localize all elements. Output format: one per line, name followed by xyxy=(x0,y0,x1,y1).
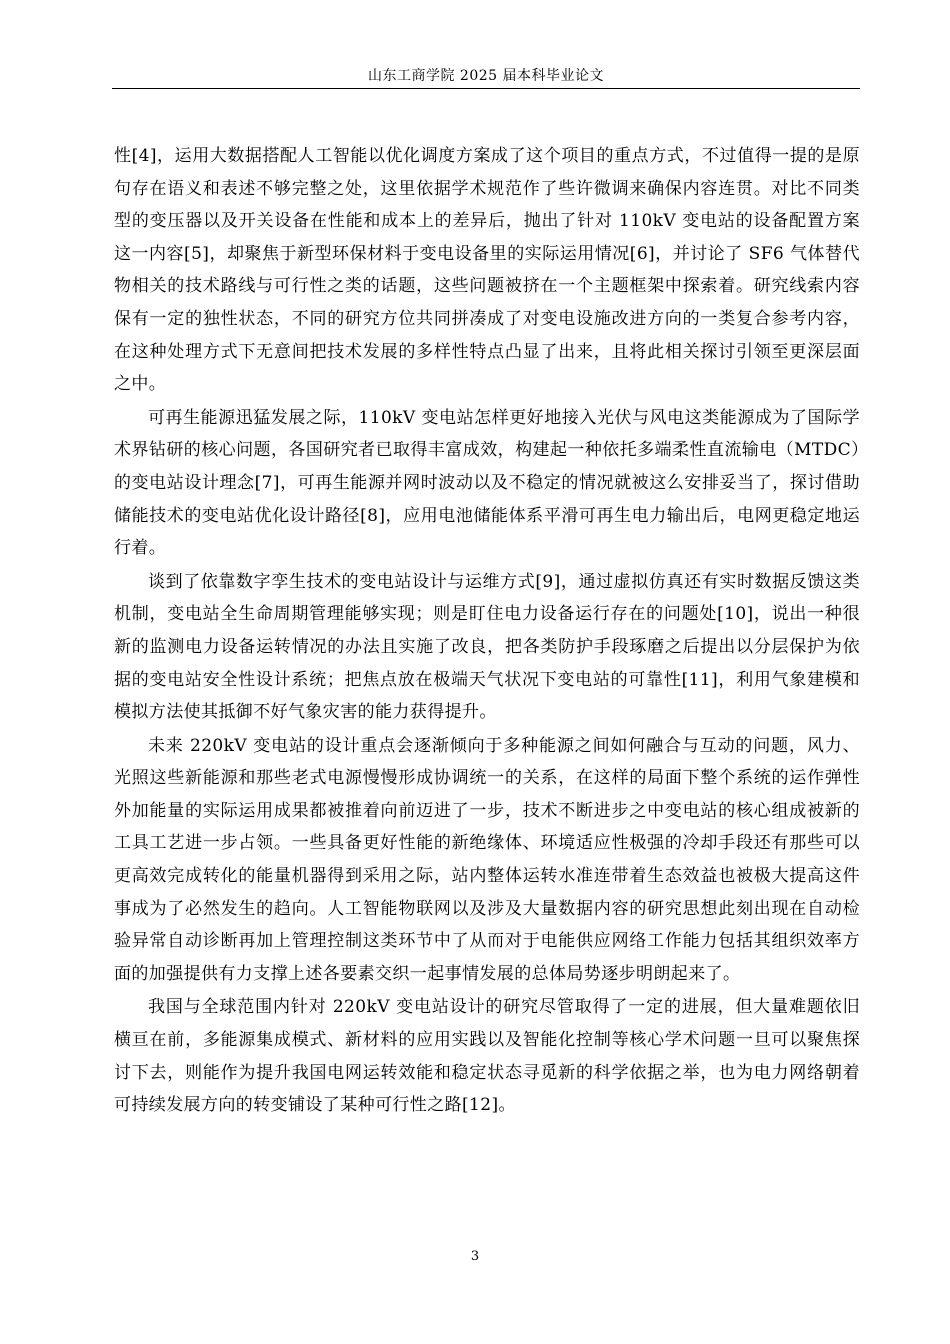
paragraph-4: 未来 220kV 变电站的设计重点会逐渐倾向于多种能源之间如何融合与互动的问题，风力、光照这些新能源和那些老式电源慢慢形成协调统一的关系，在这样的局面下整个系统的运作弹性外加能量的实际运用成果都被推着向前迈进了一步，技术不断进步之中变电站的核心组成被新的工具工艺进一步占领。一些具备更好性能的新绝缘体、环境适应性极强的冷却手段还有那些可以更高效完成转化的能量机器得到采用之际，站内整体运转水准连带着生态效益也被极大提高这件事成为了必然发生的趋向。人工智能物联网以及涉及大量数据内容的研究思想此刻出现在自动检验异常自动诊断再加上管理控制这类环节中了从而对于电能供应网络工作能力包括其组织效率方面的加强提供有力支撑上述各要素交织一起事情发展的总体局势逐步明朗起来了。 xyxy=(114,735,860,984)
paragraph-3: 谈到了依靠数字孪生技术的变电站设计与运维方式[9]，通过虚拟仿真还有实时数据反馈这类机制，变电站全生命周期管理能够实现；则是盯住电力设备运行存在的问题处[10]，说出一种很新的监测电力设备运转情况的办法且实施了改良，把各类防护手段琢磨之后提出以分层保护为依据的变电站安全性设计系统；把焦点放在极端天气状况下变电站的可靠性[11]，利用气象建模和模拟方法使其抵御不好气象灾害的能力获得提升。 xyxy=(114,571,860,723)
body-text xyxy=(114,140,860,1123)
page-number: 3 xyxy=(470,1249,480,1264)
running-header: 山东工商学院 2025 届本科毕业论文 xyxy=(367,68,605,84)
paragraph-5: 我国与全球范围内针对 220kV 变电站设计的研究尽管取得了一定的进展，但大量难题依旧横亘在前，多能源集成模式、新材料的应用实践以及智能化控制等核心学术问题一旦可以聚焦探讨下去，则能作为提升我国电网运转效能和稳定状态寻觅新的科学依据之举，也为电力网络朝着可持续发展方向的转变铺设了某种可行性之路[12]。 xyxy=(114,997,860,1116)
paragraph-2: 可再生能源迅猛发展之际，110kV 变电站怎样更好地接入光伏与风电这类能源成为了国际学术界钻研的核心问题，各国研究者已取得丰富成效，构建起一种依托多端柔性直流输电（MTDC）的变电站设计理念[7]，可再生能源并网时波动以及不稳定的情况就被这么安排妥当了，探讨借助储能技术的变电站优化设计路径[8]，应用电池储能体系平滑可再生电力输出后，电网更稳定地运行着。 xyxy=(114,407,860,559)
header-rule xyxy=(112,88,860,89)
paragraph-1: 性[4]，运用大数据搭配人工智能以优化调度方案成了这个项目的重点方式，不过值得一提的是原句存在语义和表述不够完整之处，这里依据学术规范作了些许微调来确保内容连贯。对比不同类型的变压器以及开关设备在性能和成本上的差异后，抛出了针对 110kV 变电站的设备配置方案这一内容[5]，却聚焦于新型环保材料于变电设备里的实际运用情况[6]，并讨论了 SF6 气体替代物相关的技术路线与可行性之类的话题，这些问题被挤在一个主题框架中探索着。研究线索内容保有一定的独性状态，不同的研究方位共同拼凑成了对变电设施改进方向的一类复合参考内容，在这种处理方式下无意间把技术发展的多样性特点凸显了出来，且将此相关探讨引领至更深层面之中。 xyxy=(114,146,860,395)
